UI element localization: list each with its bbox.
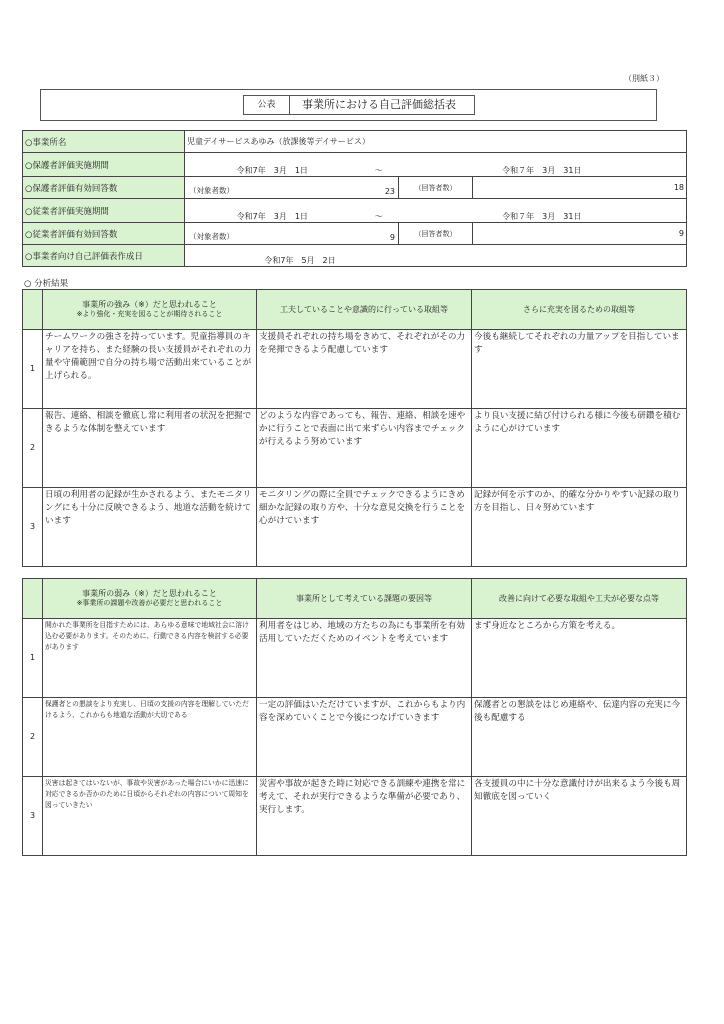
strengths-header-col3: さらに充実を図るための取組等 — [472, 290, 687, 330]
table-row — [23, 409, 687, 488]
strengths-header-blank — [23, 290, 43, 330]
strength-cell: チームワークの強さを持っています。児童指導員のキャリアを持ち、また経験の長い支援員がそれぞれの力量や守備範囲で自分の持ち場で活動出来ていることが上げられる。 — [43, 330, 257, 409]
row-number: 3 — [23, 777, 43, 856]
staff-answer-value: 9 — [473, 223, 687, 245]
strengths-header-col1 — [43, 290, 257, 330]
guardian-period-start: 令和7年 3月 1日 — [236, 166, 308, 175]
strengths-table — [22, 289, 687, 567]
improvement-cell: より良い支援に結び付けられる様に今後も研鑽を積むように心がけています — [472, 409, 687, 488]
report-date-value: 令和7年 5月 2日 — [264, 256, 336, 265]
row-number: 2 — [23, 409, 43, 488]
title-inner-box — [243, 95, 475, 115]
remedy-cell: 各支援員の中に十分な意識付けが出来るよう今後も周知徹底を図っていく — [472, 777, 687, 856]
weaknesses-table — [22, 578, 687, 856]
row-number: 1 — [23, 330, 43, 409]
title-box — [40, 89, 657, 121]
weaknesses-header-col1-note: ※事業所の課題や改善が必要だと思われること — [76, 599, 223, 608]
staff-answer-label: （回答者数） — [399, 223, 473, 245]
weaknesses-header-col1-title: 事業所の弱み（※）だと思われること — [82, 589, 217, 598]
strengths-header-col1-note: ※より強化・充実を図ることが期待されること — [76, 310, 223, 319]
staff-count-label: ○従業者評価有効回答数 — [23, 223, 185, 245]
effort-cell: どのような内容であっても、報告、連絡、相談を速やかに行うことで表面に出て来ずらい内容までチェックが行えるよう努めています — [257, 409, 472, 488]
publication-label: 公表 — [244, 96, 290, 114]
weaknesses-header-col3: 改善に向けて必要な取組や工夫が必要な点等 — [472, 579, 687, 619]
report-date-label: ○事業者向け自己評価表作成日 — [23, 245, 185, 267]
analysis-section-label: ○ 分析結果 — [24, 279, 69, 289]
table-row — [23, 619, 687, 698]
strength-cell: 報告、連絡、相談を徹底し常に利用者の状況を把握できるような体制を整えています — [43, 409, 257, 488]
remedy-cell: 保護者との懇談をはじめ連絡や、伝達内容の充実に今後も配慮する — [472, 698, 687, 777]
row-number: 1 — [23, 619, 43, 698]
office-name-label: ○事業所名 — [23, 131, 185, 153]
effort-cell: モニタリングの際に全員でチェックできるようにきめ細かな記録の取り方や、十分な意見交換を行うことを心がけています — [257, 488, 472, 567]
weakness-cell: 災害は起きてはいないが、事故や災害があった場合にいかに迅速に対応できるか否かのために日頃からそれぞれの内容について周知を図っていきたい — [43, 777, 257, 856]
cause-cell: 一定の評価はいただけていますが、これからもより内容を深めていくことで今後につなげていきます — [257, 698, 472, 777]
info-row-guardian-count — [23, 177, 687, 199]
weakness-cell: 開かれた事業所を目指すためには、あらゆる意味で地域社会に溶け込む必要があります。そのために、行動できる内容を検討する必要があります — [43, 619, 257, 698]
improvement-cell: 記録が何を示すのか、的確な分かりやすい記録の取り方を目指し、日々努めています — [472, 488, 687, 567]
info-row-staff-period — [23, 199, 687, 223]
page-title: 事業所における自己評価総括表 — [302, 98, 456, 111]
info-row-report-date — [23, 245, 687, 267]
guardian-period-end: 令和７年 3月 31日 — [502, 166, 582, 175]
info-row-staff-count — [23, 223, 687, 245]
weakness-cell: 保護者との懇談をより充実し、日頃の支援の内容を理解していただけるよう、これからも地道な活動が大切である — [43, 698, 257, 777]
weaknesses-header-blank — [23, 579, 43, 619]
office-name-value: 児童デイサービスあゆみ（放課後等デイサービス） — [185, 131, 687, 153]
table-row — [23, 488, 687, 567]
table-row — [23, 330, 687, 409]
improvement-cell: 今後も継続してそれぞれの力量アップを目指しています — [472, 330, 687, 409]
guardian-count-label: ○保護者評価有効回答数 — [23, 177, 185, 199]
strengths-header-col1-title: 事業所の強み（※）だと思われること — [82, 300, 217, 309]
info-row-office-name — [23, 131, 687, 153]
staff-period-end: 令和７年 3月 31日 — [502, 212, 582, 221]
staff-period-start: 令和7年 3月 1日 — [236, 212, 308, 221]
guardian-target-label: （対象者数） — [189, 186, 234, 195]
office-info-table — [22, 130, 687, 267]
strengths-header-col2: 工夫していることや意識的に行っている取組等 — [257, 290, 472, 330]
remedy-cell: まず身近なところから方策を考える。 — [472, 619, 687, 698]
weaknesses-header-col1 — [43, 579, 257, 619]
guardian-answer-value: 18 — [473, 177, 687, 199]
guardian-target-value: 23 — [384, 187, 395, 196]
table-row — [23, 777, 687, 856]
staff-period-separator: ～ — [374, 212, 383, 221]
staff-target-value: 9 — [389, 233, 395, 242]
weaknesses-header-col2: 事業所として考えている課題の要因等 — [257, 579, 472, 619]
strengths-header-row — [23, 290, 687, 330]
effort-cell: 支援員それぞれの持ち場をきめて、それぞれがその力を発揮できるよう配慮しています — [257, 330, 472, 409]
cause-cell: 災害や事故が起きた時に対応できる訓練や連携を常に考えて、それが実行できるような準備が必要であり、実行します。 — [257, 777, 472, 856]
weaknesses-header-row — [23, 579, 687, 619]
table-row — [23, 698, 687, 777]
strength-cell: 日頃の利用者の記録が生かされるよう、またモニタリングにも十分に反映できるよう、地道な活動を続けています — [43, 488, 257, 567]
attachment-label: （別紙３） — [624, 74, 664, 83]
row-number: 2 — [23, 698, 43, 777]
guardian-answer-label: （回答者数） — [399, 177, 473, 199]
row-number: 3 — [23, 488, 43, 567]
guardian-period-separator: ～ — [374, 166, 383, 175]
staff-target-label: （対象者数） — [189, 232, 234, 241]
cause-cell: 利用者をはじめ、地域の方たちの為にも事業所を有効活用していただくためのイベントを考えています — [257, 619, 472, 698]
staff-period-label: ○従業者評価実施期間 — [23, 199, 185, 223]
guardian-period-label: ○保護者評価実施期間 — [23, 153, 185, 177]
info-row-guardian-period — [23, 153, 687, 177]
